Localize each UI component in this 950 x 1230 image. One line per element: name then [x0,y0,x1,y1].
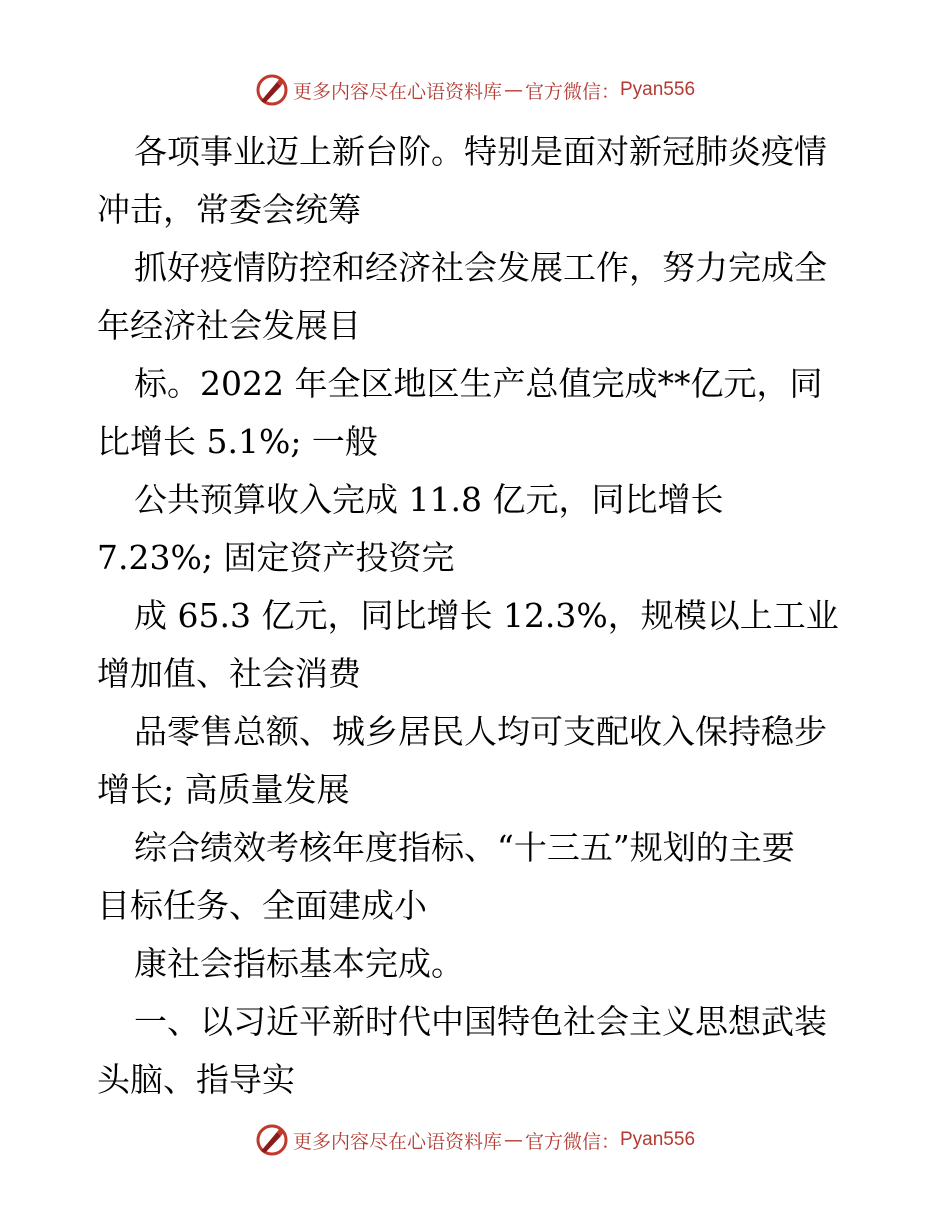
paragraph [97,123,857,239]
paragraph-line: 品零售总额、城乡居民人均可支配收入保持稳步 [134,712,827,751]
paragraph [97,935,857,993]
paragraph [97,993,857,1109]
paragraph [97,703,857,819]
paragraph [97,355,857,471]
paragraph-line: 头脑、指导实 [97,1060,295,1099]
paragraph-line: 综合绩效考核年度指标、“十三五”规划的主要 [134,828,795,867]
header-banner [0,70,950,110]
paragraph-line: 年经济社会发展目 [97,306,361,345]
paragraph-line: 抓好疫情防控和经济社会发展工作，努力完成全 [134,248,827,287]
paragraph-line: 冲击，常委会统筹 [97,190,361,229]
paragraph-line: 康社会指标基本完成。 [134,944,464,983]
paragraph [97,471,857,587]
banner-text: 更多内容尽在心语资料库 [292,1130,502,1153]
paragraph-line: 增长; 高质量发展 [97,770,350,809]
footer-banner [0,1120,950,1160]
banner-wechat-id: Pyan556 [620,1129,696,1150]
paragraph-line: 7.23%; 固定资产投资完 [97,538,455,577]
banner-wechat-label: 官方微信： [524,1130,620,1153]
paragraph-line: 目标任务、全面建成小 [97,886,427,925]
banner-text: 更多内容尽在心语资料库 [292,80,502,103]
paragraph-line: 成 65.3 亿元，同比增长 12.3%，规模以上工业 [134,596,839,635]
banner-wechat-id: Pyan556 [620,79,696,100]
paragraph-line: 一、以习近平新时代中国特色社会主义思想武装 [134,1002,827,1041]
paragraph [97,587,857,703]
paragraph-line: 标。2022 年全区地区生产总值完成**亿元，同 [134,364,823,403]
paragraph [97,239,857,355]
document-body [97,123,857,1109]
paragraph-line: 各项事业迈上新台阶。特别是面对新冠肺炎疫情 [134,132,827,171]
paragraph-line: 公共预算收入完成 11.8 亿元，同比增长 [134,480,724,519]
paragraph [97,819,857,935]
pen-logo-icon [255,1123,289,1157]
banner-wechat-label: 官方微信： [524,80,620,103]
pen-logo-icon [255,73,289,107]
paragraph-line: 增加值、社会消费 [97,654,361,693]
banner-separator: — [503,1129,523,1151]
paragraph-line: 比增长 5.1%; 一般 [97,422,378,461]
banner-separator: — [503,79,523,101]
